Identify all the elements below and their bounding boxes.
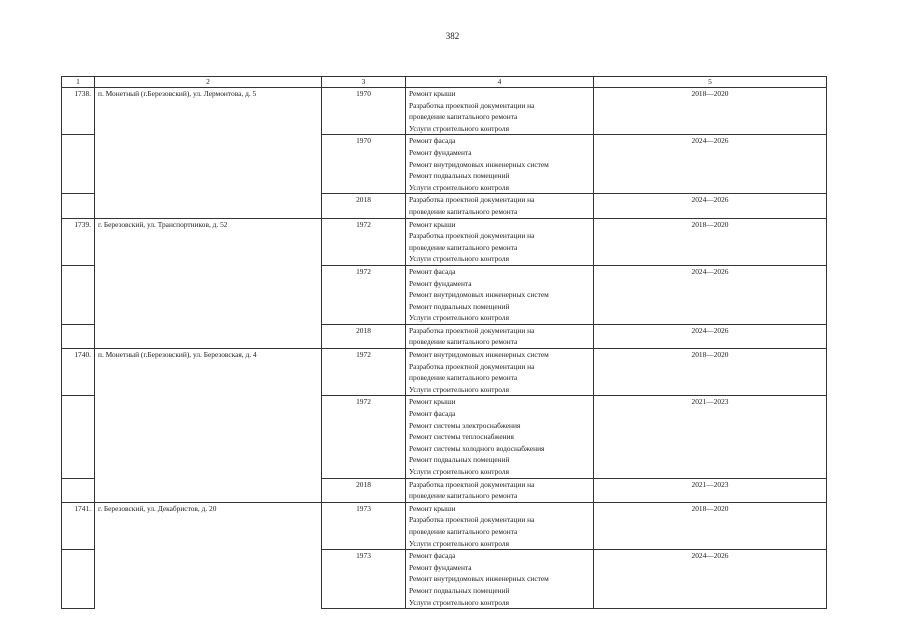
work-item: Ремонт фундамента [409,278,472,288]
entry-number-cell [62,396,95,478]
capital-repair-table [61,76,827,609]
period-cell: 2024—2026 [594,194,827,218]
works-cell [406,349,594,396]
work-item: Ремонт внутридомовых инженерных систем [409,159,549,169]
work-item: Ремонт крыши [409,397,456,407]
table-row [62,218,827,265]
works-cell [406,194,594,218]
year-cell: 1970 [322,88,406,135]
period-cell: 2024—2026 [594,324,827,348]
year-cell: 1972 [322,218,406,265]
year-cell: 2018 [322,194,406,218]
address-cell: п. Монетный (г.Березовский), ул. Лермонтова, д. 5 [95,88,322,135]
period-cell: 2024—2026 [594,550,827,609]
entry-number-cell [62,478,95,502]
table-row [62,265,827,324]
work-item: Разработка проектной документации на [409,515,535,525]
work-item: Ремонт крыши [409,503,456,513]
table-row [62,324,827,348]
year-cell: 1970 [322,135,406,194]
entry-number-cell [62,324,95,348]
works-cell [406,502,594,549]
work-item: проведение капитального ремонта [409,373,518,383]
column-header-4: 4 [406,77,594,88]
period-cell: 2018—2020 [594,502,827,549]
work-item: Ремонт фасада [409,551,456,561]
column-header-3: 3 [322,77,406,88]
page-number: 382 [445,31,460,41]
year-cell: 2018 [322,478,406,502]
work-item: Ремонт системы теплоснабжения [409,432,514,442]
work-item: проведение капитального ремонта [409,337,518,347]
address-cell [95,396,322,478]
table-row [62,396,827,478]
work-item: Ремонт подвальных помещений [409,455,510,465]
year-cell: 1973 [322,502,406,549]
year-cell: 1972 [322,265,406,324]
work-item: Ремонт системы электроснабжения [409,420,521,430]
work-item: Разработка проектной документации на [409,231,535,241]
address-cell: п. Монетный (г.Березовский), ул. Березовская, д. 4 [95,349,322,396]
period-cell: 2024—2026 [594,265,827,324]
work-item: Ремонт подвальных помещений [409,301,510,311]
header-row [62,77,827,88]
work-item: проведение капитального ремонта [409,112,518,122]
address-cell [95,194,322,218]
year-cell: 1973 [322,550,406,609]
work-item: проведение капитального ремонта [409,242,518,252]
work-item: Ремонт внутридомовых инженерных систем [409,574,549,584]
work-item: Ремонт фасада [409,136,456,146]
work-item: проведение капитального ремонта [409,206,518,216]
column-header-5: 5 [594,77,827,88]
work-item: Услуги строительного контроля [409,597,509,607]
works-cell [406,265,594,324]
entry-number-cell [62,194,95,218]
table-row [62,502,827,549]
year-cell: 2018 [322,324,406,348]
work-item: Разработка проектной документации на [409,325,535,335]
work-item: Услуги строительного контроля [409,254,509,264]
work-item: Услуги строительного контроля [409,538,509,548]
column-header-1: 1 [62,77,95,88]
address-cell [95,550,322,609]
table-row [62,194,827,218]
work-item: Ремонт подвальных помещений [409,171,510,181]
work-item: Ремонт системы холодного водоснабжения [409,443,545,453]
work-item: Ремонт фундамента [409,562,472,572]
address-cell [95,135,322,194]
period-cell: 2018—2020 [594,218,827,265]
table-row [62,349,827,396]
work-item: Услуги строительного контроля [409,123,509,133]
address-cell [95,324,322,348]
entry-number-cell: 1739. [62,218,95,265]
address-cell [95,265,322,324]
work-item: проведение капитального ремонта [409,491,518,501]
entry-number-cell: 1741. [62,502,95,549]
address-cell: г. Березовский, ул. Транспортников, д. 52 [95,218,322,265]
entry-number-cell: 1740. [62,349,95,396]
work-item: Услуги строительного контроля [409,384,509,394]
entry-number-cell [62,550,95,609]
column-header-2: 2 [95,77,322,88]
work-item: Ремонт крыши [409,219,456,229]
table-body [62,88,827,609]
period-cell: 2024—2026 [594,135,827,194]
work-item: Ремонт фасада [409,409,456,419]
work-item: Разработка проектной документации на [409,195,535,205]
work-item: проведение капитального ремонта [409,526,518,536]
work-item: Услуги строительного контроля [409,467,509,476]
work-item: Ремонт внутридомовых инженерных систем [409,290,549,300]
period-cell: 2021—2023 [594,478,827,502]
entry-number-cell [62,265,95,324]
works-cell [406,550,594,609]
table-row [62,88,827,135]
entry-number-cell: 1738. [62,88,95,135]
work-item: Услуги строительного контроля [409,182,509,192]
works-cell [406,324,594,348]
works-cell [406,88,594,135]
period-cell: 2021—2023 [594,396,827,478]
table-row [62,550,827,609]
table-row [62,478,827,502]
work-item: Ремонт подвальных помещений [409,585,510,595]
year-cell: 1972 [322,349,406,396]
address-cell [95,478,322,502]
year-cell: 1972 [322,396,406,478]
work-item: Ремонт фундамента [409,147,472,157]
period-cell: 2018—2020 [594,349,827,396]
address-cell: г. Березовский, ул. Декабристов, д. 20 [95,502,322,549]
works-cell [406,218,594,265]
work-item: Разработка проектной документации на [409,479,535,489]
work-item: Разработка проектной документации на [409,361,535,371]
work-item: Ремонт крыши [409,89,456,98]
works-cell [406,135,594,194]
entry-number-cell [62,135,95,194]
work-item: Ремонт внутридомовых инженерных систем [409,350,549,360]
work-item: Ремонт фасада [409,266,456,276]
works-cell [406,396,594,478]
work-item: Услуги строительного контроля [409,313,509,323]
table-row [62,135,827,194]
period-cell: 2018—2020 [594,88,827,135]
work-item: Разработка проектной документации на [409,100,535,110]
works-cell [406,478,594,502]
